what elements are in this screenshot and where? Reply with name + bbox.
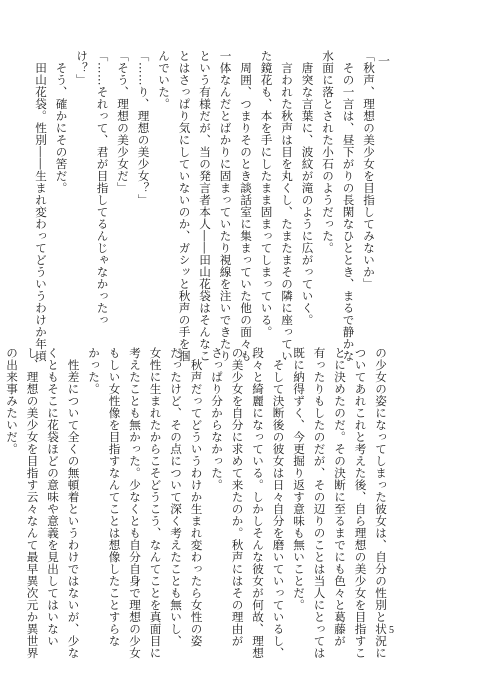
text-line: の少女の姿になってしまった彼女は、自分の性別と状況に: [374, 347, 388, 659]
text-line: 水面に落とされた小石のようだった。: [321, 50, 335, 254]
text-line: かった。: [87, 347, 101, 395]
text-line: とはさっぱり気にしていないのか、ガシッと秋声の手を掴: [177, 50, 192, 362]
text-line: 考えたことも無かった。少なくとも自分自身で理想の少女: [128, 347, 142, 659]
text-line: し、理想の美少女を目指す云々なんて最早異次元か異世界: [25, 347, 40, 659]
text-line: の出来事みたいだ。: [5, 347, 19, 455]
text-line: 田山花袋。性別――生まれ変わってどういうわけか年頃: [34, 50, 48, 362]
text-line: さっぱり分からなかった。: [210, 347, 224, 491]
lower-text-block: [5, 347, 391, 659]
text-line: くともそこに花袋ほどの意味や意義を見出してはいない: [46, 347, 60, 647]
text-line: 「……り、理想の美少女？」: [136, 50, 151, 206]
text-line: 周囲、つまりそのとき談話室に集まっていた他の面々も: [239, 50, 253, 362]
text-line: もしい女性像を目指すなんてことは想像したことすらな: [107, 347, 122, 647]
text-line: た鏡花も、本を手にしたまま固まってしまっている。: [259, 50, 274, 338]
text-line: 段々と綺麗になっている。しかしそんな彼女が何故、理想: [251, 347, 265, 659]
text-line: ついてあれこれと考えた後、自ら理想の美少女を目指すこ: [353, 347, 368, 659]
text-line: 言われた秋声は目を丸くし、たまたまその隣に座ってい: [280, 50, 294, 362]
text-line: だったけど、その点について深く考えたことも無いし、: [169, 347, 183, 647]
text-line: その一言は、昼下がりの長閑なひととき、まるで静かな: [341, 50, 356, 362]
text-line: んでいた。: [157, 50, 171, 110]
text-line: そう、確かにその筈だ。: [54, 50, 69, 194]
text-line: 性差について全くの無頓着というわけではないが、少な: [66, 347, 81, 659]
section-mark: 一: [377, 54, 390, 68]
text-line: 「そう、理想の美少女だ」: [116, 50, 130, 194]
text-line: とに決めたのだ。その決断に至るまでにも色々と葛藤が: [333, 347, 347, 647]
text-line: 有ったりもしたのだが、その辺りのことは当人にとっては: [312, 347, 327, 659]
text-line: 既に納得ずく、今更掘り返す意味も無いことだ。: [292, 347, 306, 611]
text-line: の美少女を自分に求めて来たのか。秋声にはその理由が: [230, 347, 245, 647]
text-line: 唐突な言葉に、波紋が滝のように広がっていく。: [300, 50, 315, 326]
text-line: 「秋声、理想の美少女を目指してみないか」: [362, 50, 376, 290]
text-line: という有様だが、当の発言者本人――田山花袋はそんなこ: [198, 50, 212, 362]
text-line: け？」: [75, 50, 89, 86]
text-line: 「……それって、君が目指してるんじゃなかったっ: [95, 50, 110, 326]
text-line: [0, 347, 2, 632]
page-number: 5: [389, 625, 394, 636]
text-line: 女性に生まれたからこそどうこう、なんてことを真面目に: [148, 347, 163, 659]
text-line: 秋声だってどういうわけか生まれ変わったら女性の姿: [189, 347, 204, 647]
text-line: 一体なんだとばかりに固まっていたり視線を注いできたり: [218, 50, 233, 362]
text-line: そして決断後の彼女は日々自分を磨いていっているし、: [271, 347, 286, 659]
upper-text-block: [34, 50, 379, 362]
